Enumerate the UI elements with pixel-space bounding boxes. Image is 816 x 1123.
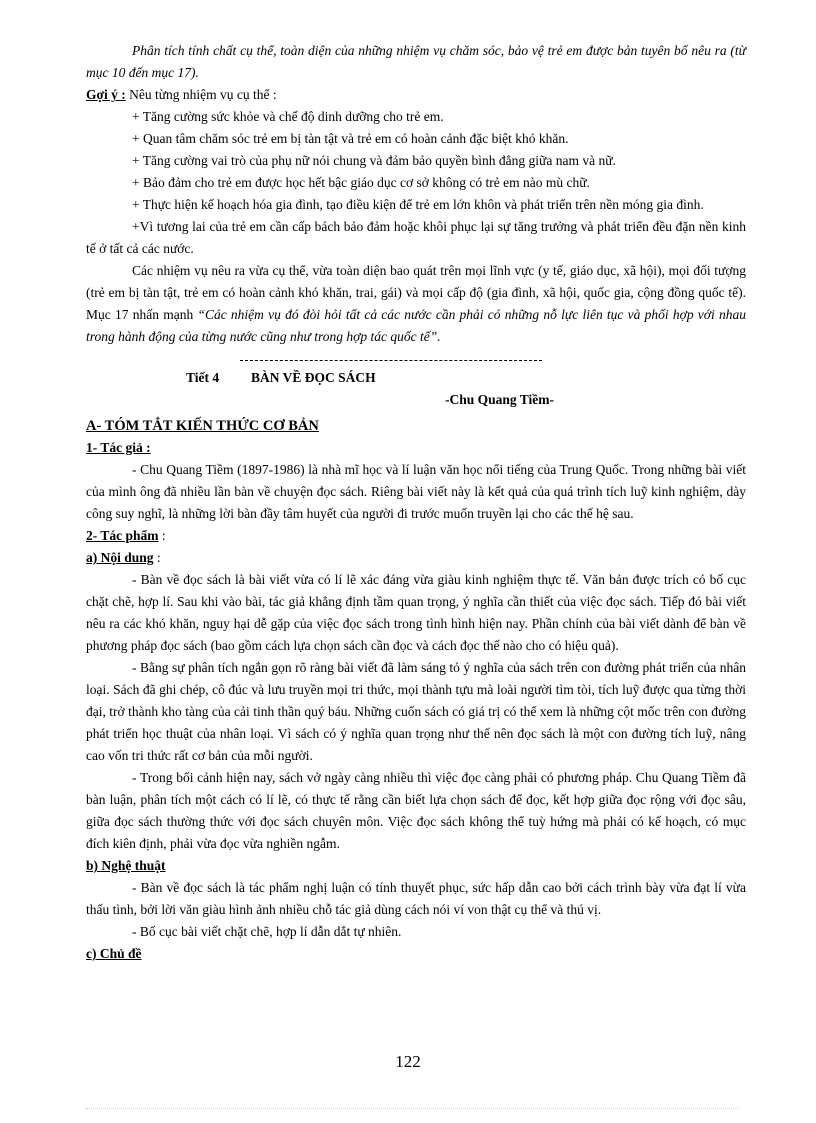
intro-summary [86,260,746,348]
hint-label: Gợi ý : [86,87,126,102]
art-paragraph: - Bố cục bài viết chặt chẽ, hợp lí dẫn dắt tự nhiên. [132,924,402,939]
work-heading: 2- Tác phẩm [86,528,159,543]
theme-heading: c) Chủ đề [86,946,142,961]
content-colon: : [153,550,161,565]
art-paragraph: - Bàn về đọc sách là tác phẩm nghị luận có tính thuyết phục, sức hấp dẫn cao bởi cách trình bày vừa đạt lí vừa thấu tình, bởi lời văn giàu hình ảnh nhiều chỗ tác giả dùng cách nói ví von thật cụ thể và thú vị. [86,880,746,917]
lesson-number: Tiết 4 [186,370,220,385]
content-paragraph: - Bằng sự phân tích ngắn gọn rõ ràng bài viết đã làm sáng tỏ ý nghĩa của sách trên con đường phát triển của nhân loại. Sách đã ghi chép, cô đúc và lưu truyền mọi tri thức, mọi thành tựu mà loài người tìm tòi, tích luỹ được qua từng thời đại, trở thành kho tàng của cải tinh thần quý báu. Những cuốn sách có giá trị có thể xem là những cột mốc trên con đường phát triển học thuật của nhân loại. Vì sách có ý nghĩa quan trọng như thế nên đọc sách là một con đường tích luỹ, nâng cao vốn tri thức rất cơ bản của mỗi người. [86,660,746,763]
lesson-title: BÀN VỀ ĐỌC SÁCH [251,370,376,385]
art-heading: b) Nghệ thuật [86,858,166,873]
lesson-author: -Chu Quang Tiềm- [444,392,554,407]
section-separator [240,360,542,361]
hint-item: +Vì tương lai của trẻ em cần cấp bách bảo đảm hoặc khôi phục lại sự tăng trưởng và phát triển đều đặn nền kinh tế ở tất cả các nước. [86,219,746,256]
hint-text: Nêu từng nhiệm vụ cụ thể : [125,87,277,102]
content-paragraph: - Trong bối cảnh hiện nay, sách vở ngày càng nhiều thì việc đọc càng phải có phương pháp. Chu Quang Tiềm đã bàn luận, phân tích một cách có lí lẽ, có thực tế rằng cần biết lựa chọn sách để đọc, kết hợp giữa đọc rộng với đọc sâu, giữa đọc sách thường thức với đọc sách chuyên môn. Việc đọc sách không thể tuỳ hứng mà phải có kế hoạch, có mục đích kiên định, phải vừa đọc vừa nghiền ngẫm. [86,770,746,851]
document-page [86,40,746,965]
author-paragraph: - Chu Quang Tiềm (1897-1986) là nhà mĩ học và lí luận văn học nổi tiếng của Trung Quốc. Trong những bài viết của mình ông đã nhiều lần bàn về chuyện đọc sách. Riêng bài viết này là kết quả của quá trình tích luỹ kinh nghiệm, dày công suy nghĩ, là những lời bàn đầy tâm huyết của người đi trước muốn truyền lại cho các thế hệ sau. [86,462,746,521]
page-bottom-rule [86,1108,738,1109]
work-colon: : [158,528,166,543]
author-heading: 1- Tác giả : [86,440,151,455]
hint-item: + Quan tâm chăm sóc trẻ em bị tàn tật và trẻ em có hoàn cảnh đặc biệt khó khăn. [132,131,569,146]
summary-text: Các nhiệm vụ nêu ra vừa cụ thể, vừa toàn diện bao quát trên mọi lĩnh vực (y tế, giáo dục, xã hội), mọi đối tượng (trẻ em bị tàn tật, trẻ em có hoàn cảnh khó khăn, trai, gái) và mọi cấp độ (gia đình, xã hội, quốc gia, cộng đồng quốc tế). Mục 17 nhấn mạnh [86,263,746,322]
hint-item: + Thực hiện kế hoạch hóa gia đình, tạo điều kiện để trẻ em lớn khôn và phát triển trên nền móng gia đình. [132,197,704,212]
lesson-header [86,367,746,389]
hint-item: + Tăng cường vai trò của phụ nữ nói chung và đảm bảo quyền bình đẳng giữa nam và nữ. [132,153,616,168]
intro-question: Phân tích tính chất cụ thể, toàn diện của những nhiệm vụ chăm sóc, bảo vệ trẻ em được bản tuyên bố nêu ra (từ mục 10 đến mục 17). [86,43,746,80]
page-number: 122 [395,1052,421,1071]
section-heading: A- TÓM TẮT KIẾN THỨC CƠ BẢN [86,418,319,434]
content-heading-line [86,547,746,569]
hint-item: + Bảo đảm cho trẻ em được học hết bậc giáo dục cơ sở không có trẻ em nào mù chữ. [132,175,590,190]
content-paragraph: - Bàn về đọc sách là bài viết vừa có lí lẽ xác đáng vừa giàu kinh nghiệm thực tế. Văn bản được trích có bố cục chặt chẽ, hợp lí. Sau khi vào bài, tác giả khẳng định tầm quan trọng, ý nghĩa cần thiết của việc đọc sách. Tiếp đó bài viết nêu ra các khó khăn, nguy hại dễ gặp của việc đọc sách trong tình hình hiện nay. Phần chính của bài viết dành để bàn về phương pháp đọc sách (bao gồm cách lựa chọn sách cần đọc và cách đọc thế nào cho có hiệu quả). [86,572,746,653]
work-heading-line [86,525,746,547]
summary-quote: “Các nhiệm vụ đó đòi hỏi tất cả các nước cần phải có những nỗ lực liên tục và phối hợp với nhau trong hành động của từng nước cũng như trong hợp tác quốc tế”. [86,307,746,344]
hint-item: + Tăng cường sức khỏe và chế độ dinh dưỡng cho trẻ em. [132,109,444,124]
content-heading: a) Nội dung [86,550,154,565]
hint-line [86,84,746,106]
